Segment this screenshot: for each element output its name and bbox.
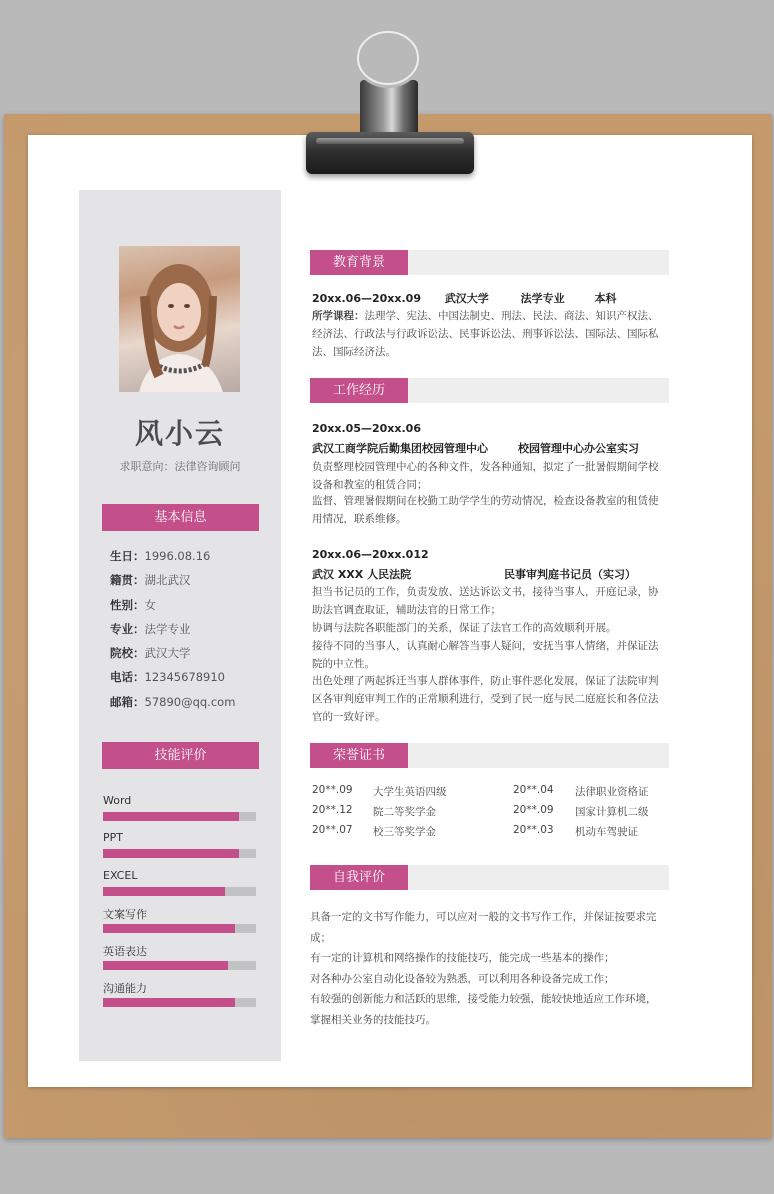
work-heading: 工作经历 <box>310 378 408 403</box>
skill-name: 英语表达 <box>103 945 147 959</box>
education-period: 20xx.06—20xx.09 <box>312 292 421 305</box>
job-2-detail: 接待不同的当事人，认真耐心解答当事人疑问，安抚当事人情绪，并保证法院的中立性。 <box>312 640 659 671</box>
binder-clip-icon <box>352 28 424 108</box>
self-eval-line: 有较强的创新能力和活跃的思维，接受能力较强，能较快地适应工作环境， <box>310 993 657 1005</box>
sidebar <box>79 190 281 1061</box>
job-2-title-row <box>312 566 642 582</box>
job-2-detail: 出色处理了两起拆迁当事人群体事件，防止事件恶化发展，保证了法院审判区各审判庭审判工作的正常顺利进行，受到了民一庭与民二庭庭长和各位法官的一致好评。 <box>312 675 659 724</box>
honor-name: 大学生英语四级 <box>373 786 447 798</box>
skills-list <box>103 794 256 1018</box>
skill-item <box>103 794 256 831</box>
binder-clip-base <box>306 132 474 174</box>
honor-date: 20**.09 <box>312 784 353 796</box>
education-courses <box>312 307 664 362</box>
job-2-role: 民事审判庭书记员（实习） <box>504 568 636 581</box>
skill-item <box>103 943 256 980</box>
honor-date: 20**.12 <box>312 804 353 816</box>
skill-item <box>103 906 256 943</box>
skill-bar-fill <box>103 924 235 933</box>
job-intent: 求职意向：法律咨询顾问 <box>119 460 241 473</box>
skill-bar-track <box>103 998 256 1007</box>
self-eval-line: 掌握相关业务的技能技巧。 <box>310 1013 436 1026</box>
skill-bar-track <box>103 812 256 821</box>
job-1-detail: 监督、管理暑假期间在校勤工助学学生的劳动情况，检查设备教室的租赁使用情况，联系维修。 <box>312 495 659 526</box>
honor-name: 法律职业资格证 <box>575 786 649 798</box>
skill-bar-track <box>103 849 256 858</box>
job-2-detail: 协调与法院各职能部门的关系，保证了法官工作的高效顺利开展。 <box>312 622 617 634</box>
honors-section-header <box>310 743 669 768</box>
skill-bar-fill <box>103 812 239 821</box>
info-row-phone <box>110 669 235 693</box>
info-value: 法学专业 <box>144 621 191 636</box>
courses-text: 法理学、宪法、中国法制史、刑法、民法、商法、知识产权法、经济法、行政法与行政诉讼法、民事诉讼法、刑事诉讼法、国际法、国际私法、国际经济法。 <box>312 310 659 359</box>
info-row-gender <box>110 597 235 621</box>
self-eval-line: 具备一定的文书写作能力，可以应对一般的文书写作工作，并保证按要求完成； <box>310 911 657 944</box>
honor-date: 20**.03 <box>513 824 554 836</box>
basic-info-heading: 基本信息 <box>102 504 259 531</box>
info-label: 性别： <box>110 597 145 612</box>
education-section-header <box>310 250 669 275</box>
skill-bar-fill <box>103 887 225 896</box>
skill-bar-track <box>103 887 256 896</box>
self-eval-section-header <box>310 865 669 890</box>
skill-name: EXCEL <box>103 868 138 882</box>
profile-photo <box>119 246 240 392</box>
honor-name: 机动车驾驶证 <box>575 826 638 838</box>
info-value: 12345678910 <box>144 670 225 685</box>
info-label: 电话： <box>110 670 145 685</box>
skill-item <box>103 980 256 1017</box>
candidate-name: 风小云 <box>134 417 225 450</box>
honor-name: 院二等奖学金 <box>373 806 436 818</box>
self-eval-line: 有一定的计算机和网络操作的技能技巧，能完成一些基本的操作； <box>310 952 615 964</box>
education-major: 法学专业 <box>520 292 565 305</box>
education-heading: 教育背景 <box>310 250 408 275</box>
skills-heading: 技能评价 <box>102 742 259 769</box>
honor-name: 校三等奖学金 <box>373 826 436 838</box>
skill-bar-fill <box>103 849 239 858</box>
education-school: 武汉大学 <box>444 292 489 305</box>
work-section-header <box>310 378 669 403</box>
job-1-period: 20xx.05—20xx.06 <box>312 422 421 435</box>
honors-heading: 荣誉证书 <box>310 743 408 768</box>
education-summary-row <box>312 290 617 306</box>
info-label: 籍贯： <box>110 573 145 588</box>
skill-name: Word <box>103 794 132 807</box>
education-degree: 本科 <box>594 292 617 305</box>
skill-bar-track <box>103 961 256 970</box>
honor-date: 20**.09 <box>513 804 554 816</box>
skill-item <box>103 869 256 906</box>
skill-bar-track <box>103 924 256 933</box>
info-value: 武汉大学 <box>144 646 191 661</box>
job-1-title-row <box>312 440 642 456</box>
info-label: 生日： <box>110 549 145 563</box>
skill-name: PPT <box>103 831 123 845</box>
info-row-hometown <box>110 572 235 596</box>
info-value: 湖北武汉 <box>144 573 191 588</box>
job-1-org: 武汉工商学院后勤集团校园管理中心 <box>312 442 488 455</box>
info-label: 专业： <box>110 621 145 636</box>
honor-date: 20**.07 <box>312 824 353 836</box>
info-label: 院校： <box>110 646 145 661</box>
job-2-org: 武汉 XXX 人民法院 <box>312 568 412 581</box>
info-row-school <box>110 645 235 669</box>
honor-name: 国家计算机二级 <box>575 806 649 818</box>
self-eval-line: 对各种办公室自动化设备较为熟悉，可以利用各种设备完成工作； <box>310 972 615 985</box>
info-row-email <box>110 694 235 718</box>
skill-name: 沟通能力 <box>103 982 147 996</box>
info-row-birthday <box>110 548 235 572</box>
info-value: 1996.08.16 <box>144 549 211 563</box>
job-2-detail: 担当书记员的工作，负责发放、送达诉讼文书，接待当事人，开庭记录，协助法官调查取证，辅助法官的日常工作； <box>312 586 659 617</box>
info-row-major <box>110 621 235 645</box>
skill-bar-fill <box>103 998 235 1007</box>
info-value: 女 <box>144 597 156 612</box>
honor-date: 20**.04 <box>513 784 554 796</box>
skill-bar-fill <box>103 961 228 970</box>
courses-label: 所学课程： <box>312 310 365 322</box>
info-value: 57890@qq.com <box>144 694 236 709</box>
job-2-period: 20xx.06—20xx.012 <box>312 548 429 561</box>
basic-info-list <box>110 548 235 718</box>
skill-item <box>103 831 256 868</box>
self-eval-text <box>310 907 672 1030</box>
skill-name: 文案写作 <box>103 907 147 921</box>
self-eval-heading: 自我评价 <box>310 865 408 890</box>
job-1-role: 校园管理中心办公室实习 <box>518 442 639 455</box>
job-1-detail: 负责整理校园管理中心的各种文件，发各种通知，拟定了一批暑假期间学校设备和教室的租赁合同； <box>312 461 659 492</box>
info-label: 邮箱： <box>110 694 145 709</box>
